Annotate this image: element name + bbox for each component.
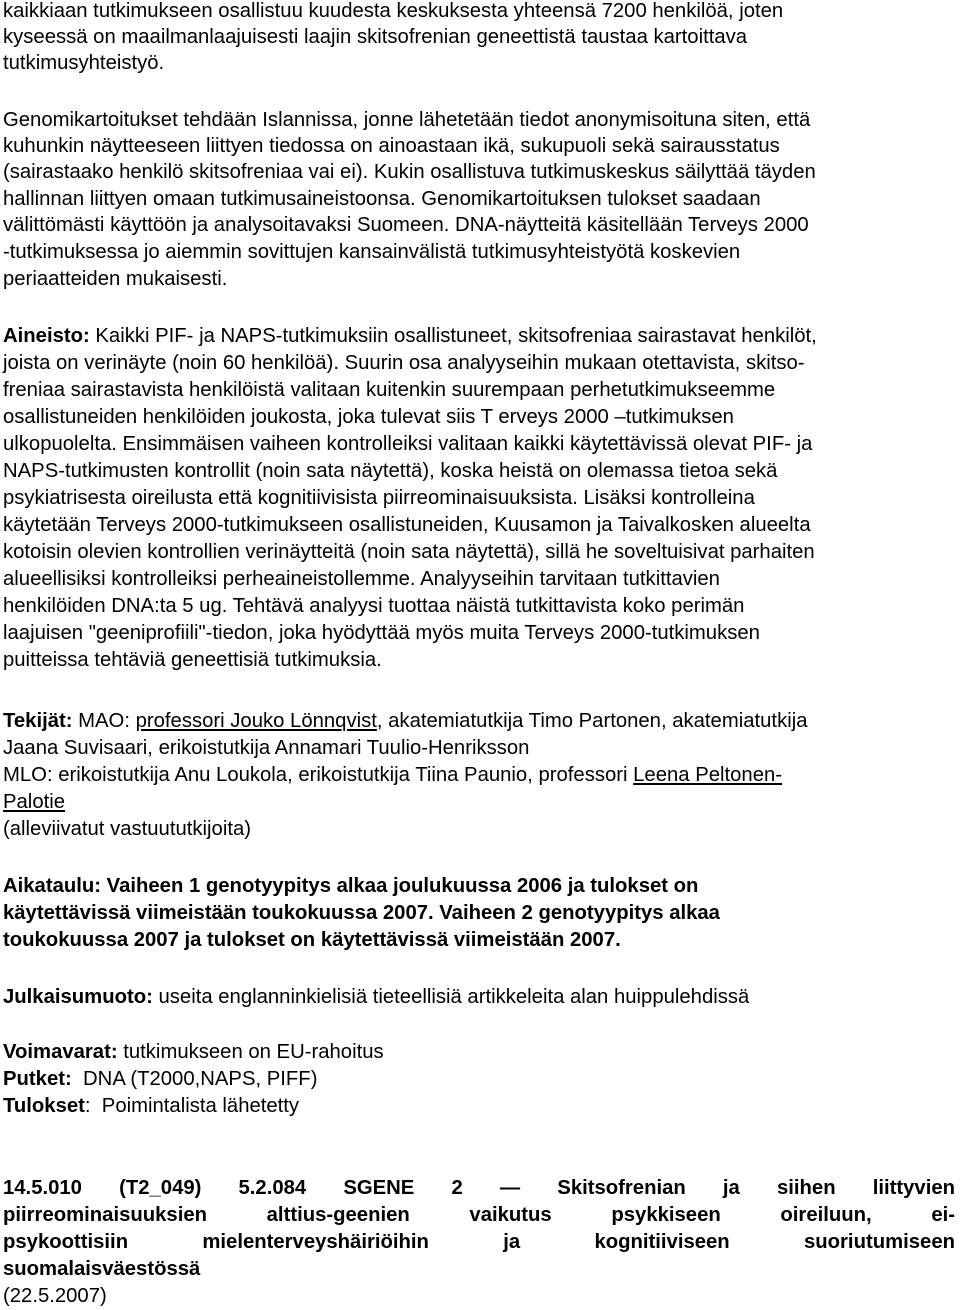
text-line: periaatteiden mukaisesti.: [3, 268, 228, 290]
project-title-line: suomalaisväestössä: [3, 1258, 201, 1280]
text-line: alueellisiksi kontrolleiksi perheaineistollemme. Analyyseihin tarvitaan tutkittavien: [3, 568, 720, 590]
underline-note: (alleviivatut vastuututkijoita): [3, 818, 251, 840]
text-line: joista on verinäyte (noin 60 henkilöä). Suurin osa analyyseihin mukaan otettavista, skitso-: [3, 352, 805, 374]
voimavarat-value: tutkimukseen on EU-rahoitus: [117, 1041, 384, 1063]
text-line: kotoisin olevien kontrollien verinäytteitä (noin sata näytettä), sillä he soveltuisivat parhaiten: [3, 541, 815, 563]
project-title-line: 14.5.010 (T2_049) 5.2.084 SGENE 2 — Skitsofrenian ja siihen liittyvien: [3, 1177, 955, 1199]
project-title-line: piirreominaisuuksien alttius-geenien vaikutus psykkiseen oireiluun, ei-: [3, 1204, 955, 1226]
text-line: freniaa sairastavista henkilöistä valitaan kuitenkin suurempaan perhetutkimukseemme: [3, 379, 776, 401]
putket-label: Putket:: [3, 1068, 72, 1090]
text-line: NAPS-tutkimusten kontrollit (noin sata näytettä), koska heistä on olemassa tietoa sekä: [3, 460, 778, 482]
mlo-text: MLO: erikoistutkija Anu Loukola, erikoistutkija Tiina Paunio, professori: [3, 764, 634, 786]
text-line: kuhunkin näytteeseen liittyen tiedossa on ainoastaan ikä, sukupuoli sekä sairausstatus: [3, 135, 780, 157]
text-line: välittömästi käyttöön ja analysoitavaksi Suomeen. DNA-näytteitä käsitellään Terveys 2000: [3, 214, 809, 236]
text-line: Aikataulu: Vaiheen 1 genotyypitys alkaa joulukuussa 2006 ja tulokset on: [3, 875, 699, 897]
text-line: -tutkimuksessa jo aiemmin sovittujen kansainvälistä tutkimusyhteistyötä koskevien: [3, 241, 741, 263]
text-line: Genomikartoitukset tehdään Islannissa, jonne lähetetään tiedot anonymisoituna siten, että: [3, 109, 811, 131]
text-line: (sairastaako henkilö skitsofreniaa vai ei). Kukin osallistuva tutkimuskeskus säilyttää täyden: [3, 161, 816, 183]
text-line: käytetään Terveys 2000-tutkimukseen osallistuneiden, Kuusamon ja Taivalkosken alueelta: [3, 514, 811, 536]
text-line: tutkimusyhteistyö.: [3, 52, 165, 74]
text-line: hallinnan liittyen omaan tutkimusaineistoonsa. Genomikartoituksen tulokset saadaan: [3, 188, 761, 210]
tulokset-value: : Poimintalista lähetetty: [84, 1095, 300, 1117]
text-line: [3, 789, 65, 815]
text-line: [3, 762, 782, 788]
julkaisumuoto-value: useita englanninkielisiä tieteellisiä artikkeleita alan huippulehdissä: [152, 986, 750, 1008]
putket-line: [3, 1066, 317, 1092]
text-line: laajuisen "geeniprofiili"-tiedon, joka hyödyttää myös muita Terveys 2000-tutkimuksen: [3, 622, 760, 644]
project-date: (22.5.2007): [3, 1285, 107, 1307]
text-line: psykiatrisesta oireilusta että kognitiivisista piirreominaisuuksista. Lisäksi kontrolleina: [3, 487, 755, 509]
tekijat-label: Tekijät:: [3, 710, 73, 732]
text-line: puitteissa tehtäviä geneettisiä tutkimuksia.: [3, 649, 382, 671]
text-line: [3, 708, 808, 734]
text-line: ulkopuolelta. Ensimmäisen vaiheen kontrolleiksi valitaan kaikki käytettävissä olevat PIF- ja: [3, 433, 813, 455]
tulokset-label: Tulokset: [3, 1095, 85, 1117]
text-line: Jaana Suvisaari, erikoistutkija Annamari Tuulio-Henriksson: [3, 737, 530, 759]
text-line: kaikkiaan tutkimukseen osallistuu kuudesta keskuksesta yhteensä 7200 henkilöä, joten: [3, 0, 784, 22]
julkaisumuoto-line: [3, 984, 749, 1010]
voimavarat-line: [3, 1039, 384, 1065]
text-line: henkilöiden DNA:ta 5 ug. Tehtävä analyysi tuottaa näistä tutkittavista koko perimän: [3, 595, 745, 617]
text-line: toukokuussa 2007 ja tulokset on käytettävissä viimeistään 2007.: [3, 929, 621, 951]
text-line: kyseessä on maailmanlaajuisesti laajin skitsofrenian geneettistä taustaa kartoittava: [3, 26, 748, 48]
tulokset-line: [3, 1093, 299, 1119]
putket-value: DNA (T2000,NAPS, PIFF): [71, 1068, 318, 1090]
julkaisumuoto-label: Julkaisumuoto:: [3, 986, 153, 1008]
mao-rest: , akatemiatutkija Timo Partonen, akatemiatutkija: [376, 710, 808, 732]
responsible-researcher-peltonen-cont: Palotie: [3, 791, 66, 813]
voimavarat-label: Voimavarat:: [3, 1041, 118, 1063]
aineisto-text: Kaikki PIF- ja NAPS-tutkimuksiin osallistuneet, skitsofreniaa sairastavat henkilöt,: [89, 325, 817, 347]
responsible-researcher-peltonen: Leena Peltonen-: [633, 764, 783, 786]
mao-prefix: MAO:: [72, 710, 136, 732]
project-title-line: psykoottisiin mielenterveyshäiriöihin ja kognitiiviseen suoriutumiseen: [3, 1231, 955, 1253]
responsible-researcher-lonnqvist: professori Jouko Lönnqvist: [135, 710, 377, 732]
text-line: [3, 323, 817, 349]
aineisto-label: Aineisto:: [3, 325, 90, 347]
text-line: käytettävissä viimeistään toukokuussa 2007. Vaiheen 2 genotyypitys alkaa: [3, 902, 720, 924]
text-line: osallistuneiden henkilöiden joukosta, joka tulevat siis T erveys 2000 –tutkimuksen: [3, 406, 734, 428]
